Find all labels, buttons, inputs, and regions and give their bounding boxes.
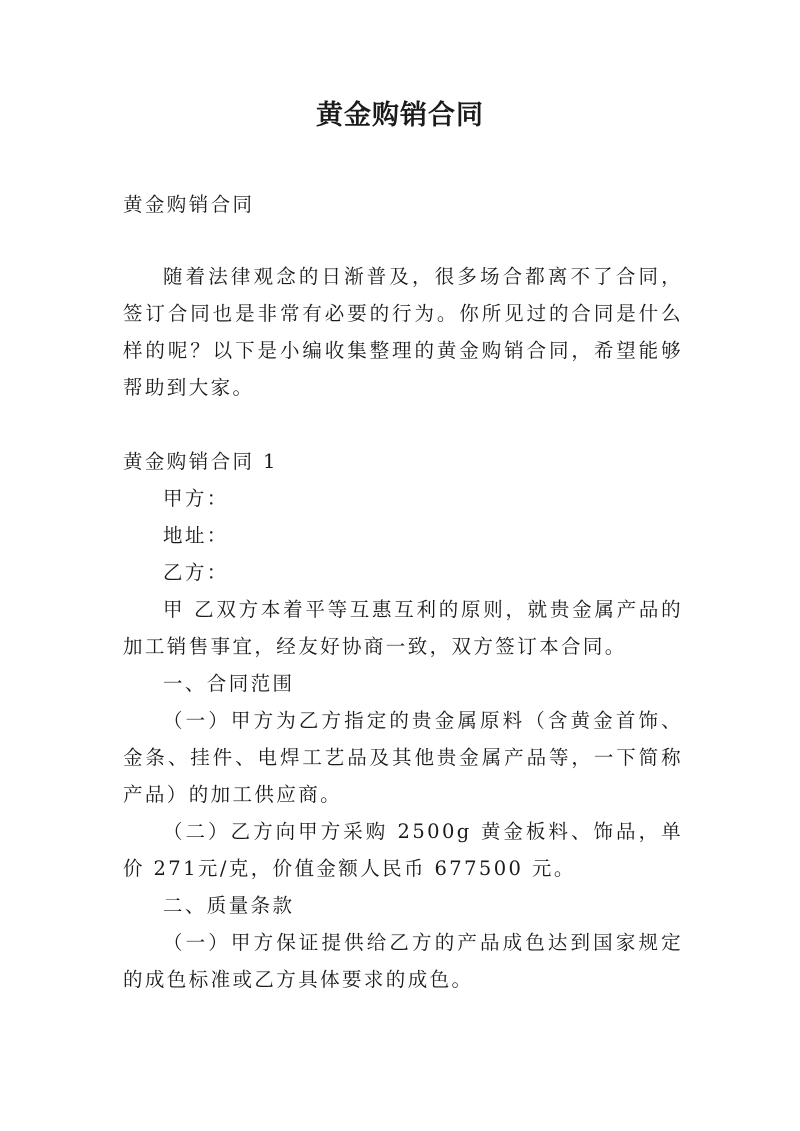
- section-1-item-1: （一）甲方为乙方指定的贵金属原料（含黄金首饰、金条、挂件、电焊工艺品及其他贵金属产品等，一下简称产品）的加工供应商。: [123, 709, 683, 806]
- document-title: 黄金购销合同: [316, 100, 484, 131]
- section-2-item-1: （一）甲方保证提供给乙方的产品成色达到国家规定的成色标准或乙方具体要求的成色。: [123, 931, 683, 991]
- section-1-item-2: （二）乙方向甲方采购 2500g 黄金板料、饰品，单价 271元/克，价值金额人民币 677500 元。: [123, 820, 683, 880]
- address-line: 地址：: [163, 524, 229, 547]
- section-1-title: 一、合同范围: [163, 672, 295, 695]
- party-b-line: 乙方：: [163, 561, 229, 584]
- contract-heading: 黄金购销合同 1: [123, 450, 278, 473]
- preamble-paragraph: 甲 乙双方本着平等互惠互利的原则，就贵金属产品的加工销售事宜，经友好协商一致，双方签订本合同。: [123, 598, 683, 658]
- party-a-line: 甲方：: [163, 487, 229, 510]
- document-subtitle: 黄金购销合同: [123, 193, 255, 216]
- document-body: [123, 186, 683, 998]
- intro-paragraph: 随着法律观念的日渐普及，很多场合都离不了合同，签订合同也是非常有必要的行为。你所见过的合同是什么样的呢？以下是小编收集整理的黄金购销合同，希望能够帮助到大家。: [123, 265, 683, 399]
- section-2-title: 二、质量条款: [163, 894, 295, 917]
